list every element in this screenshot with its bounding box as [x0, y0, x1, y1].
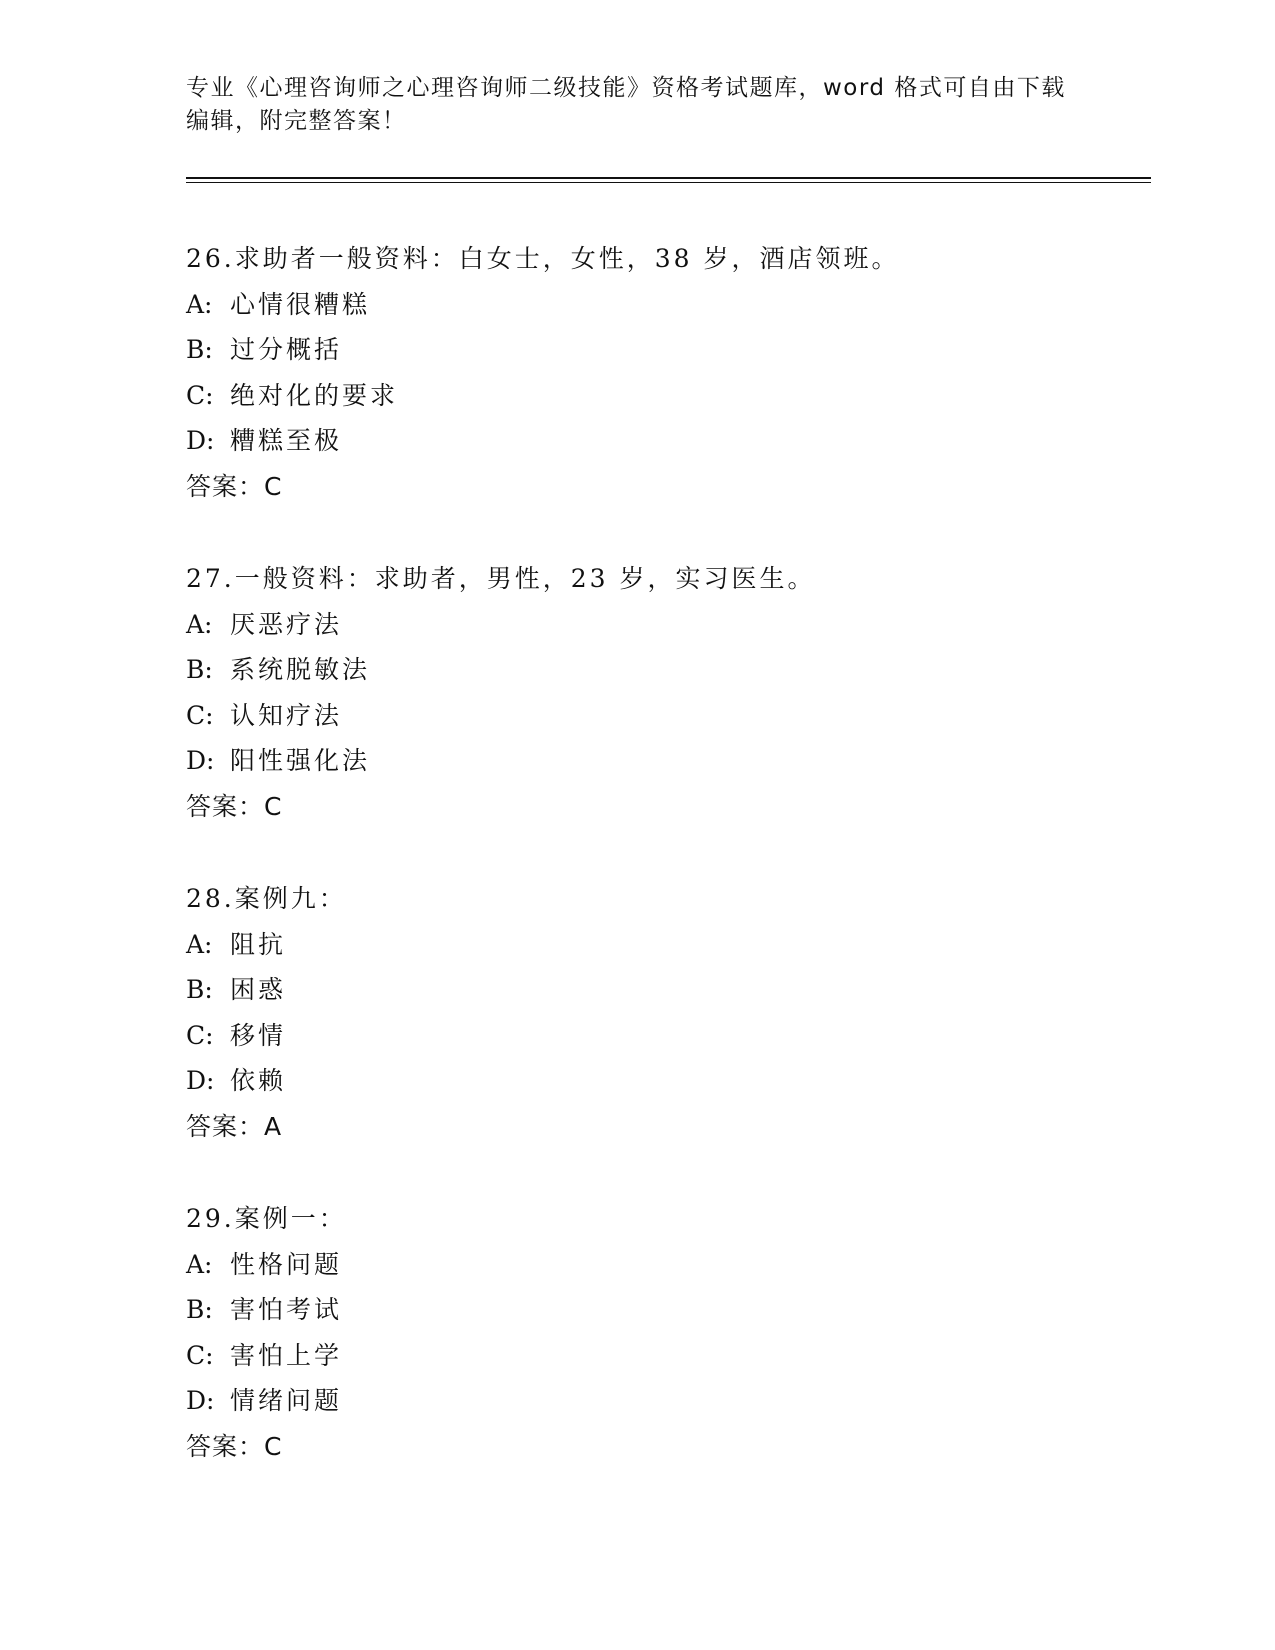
option-text: 阳性强化法 [230, 746, 371, 775]
option-a [186, 1242, 1146, 1288]
option-text: 认知疗法 [230, 700, 343, 730]
option-label: A: [186, 289, 213, 319]
header-line-2: 编辑，附完整答案！ [186, 108, 407, 134]
option-label: D: [186, 1386, 215, 1415]
option-b [186, 967, 1146, 1013]
option-c [186, 1013, 1146, 1059]
answer-line: 答案：A [186, 1111, 283, 1141]
option-label: D: [186, 746, 215, 775]
header-divider-thick [186, 177, 1151, 179]
option-text: 情绪问题 [230, 1386, 343, 1415]
option-text: 害怕上学 [230, 1340, 343, 1370]
option-text: 性格问题 [230, 1249, 343, 1279]
option-text: 害怕考试 [230, 1295, 343, 1324]
question-stem: 27.一般资料：求助者，男性，23 岁，实习医生。 [186, 564, 816, 593]
option-label: B: [186, 1295, 213, 1324]
option-d [186, 1378, 1146, 1424]
option-a [186, 282, 1146, 328]
option-text: 移情 [230, 1020, 287, 1050]
question-28 [186, 876, 1146, 1196]
option-b [186, 327, 1146, 373]
option-a [186, 602, 1146, 648]
question-stem: 26.求助者一般资料：白女士，女性，38 岁，酒店领班。 [186, 244, 900, 273]
option-c [186, 1333, 1146, 1379]
option-text: 心情很糟糕 [230, 289, 371, 319]
question-29 [186, 1196, 1146, 1516]
option-b [186, 647, 1146, 693]
option-label: D: [186, 426, 215, 455]
option-label: C: [186, 1020, 214, 1050]
option-c [186, 373, 1146, 419]
document-header [186, 72, 1086, 138]
option-text: 系统脱敏法 [230, 655, 371, 684]
option-d [186, 418, 1146, 464]
option-label: B: [186, 975, 213, 1004]
option-label: A: [186, 1249, 213, 1279]
option-label: D: [186, 1066, 215, 1095]
option-text: 过分概括 [230, 335, 343, 364]
question-stem: 29.案例一： [186, 1204, 347, 1233]
header-line-1: 专业《心理咨询师之心理咨询师二级技能》资格考试题库，word 格式可自由下载 [186, 75, 1066, 101]
option-b [186, 1287, 1146, 1333]
answer-line: 答案：C [186, 471, 283, 501]
option-label: A: [186, 609, 213, 639]
option-label: C: [186, 700, 214, 730]
question-27 [186, 556, 1146, 876]
option-label: C: [186, 1340, 214, 1370]
option-d [186, 1058, 1146, 1104]
option-c [186, 693, 1146, 739]
question-26 [186, 236, 1146, 556]
answer-line: 答案：C [186, 1431, 283, 1461]
option-text: 厌恶疗法 [230, 609, 343, 639]
option-a [186, 922, 1146, 968]
option-text: 糟糕至极 [230, 426, 343, 455]
header-divider-thin [186, 182, 1151, 183]
option-label: C: [186, 380, 214, 410]
option-label: A: [186, 929, 213, 959]
option-d [186, 738, 1146, 784]
option-label: B: [186, 655, 213, 684]
option-text: 困惑 [230, 975, 287, 1004]
question-list [186, 236, 1146, 1516]
answer-line: 答案：C [186, 791, 283, 821]
question-stem: 28.案例九： [186, 884, 347, 913]
option-label: B: [186, 335, 213, 364]
option-text: 依赖 [230, 1066, 287, 1095]
option-text: 绝对化的要求 [230, 380, 399, 410]
option-text: 阻抗 [230, 929, 287, 959]
